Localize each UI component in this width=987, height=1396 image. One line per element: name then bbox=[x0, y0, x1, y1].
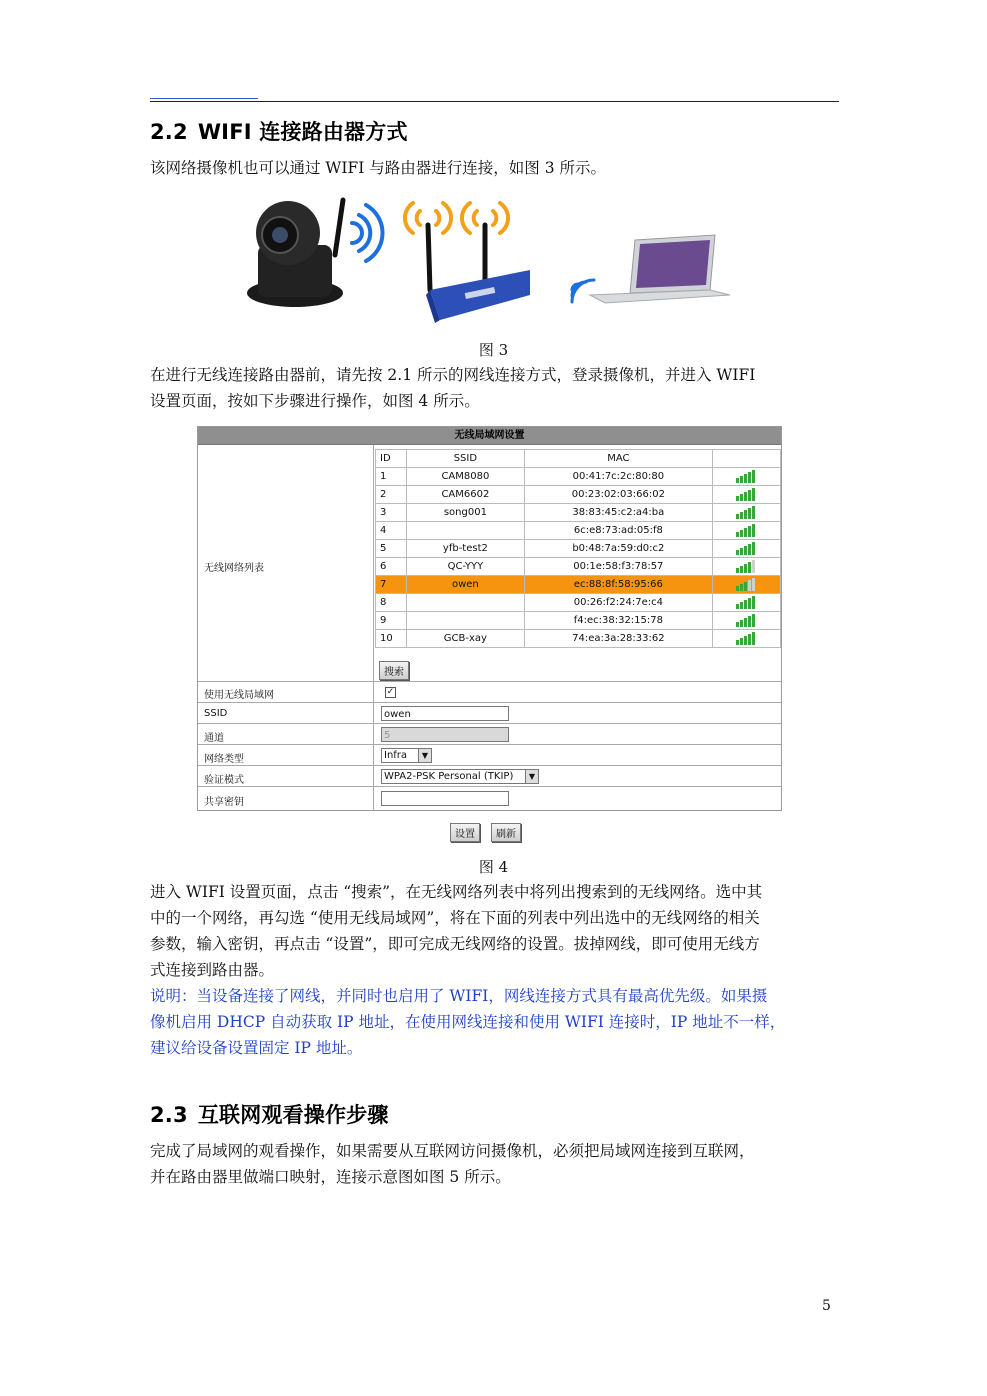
signal-bar bbox=[752, 524, 755, 537]
network-id-cell: 2 bbox=[376, 486, 407, 504]
network-id-cell: 8 bbox=[376, 594, 407, 612]
laptop-icon bbox=[590, 235, 730, 303]
network-id-cell: 7 bbox=[376, 576, 407, 594]
section-2-3-line-2: 并在路由器里做端口映射，连接示意图如图 5 所示。 bbox=[150, 1168, 511, 1186]
signal-strength-icon bbox=[736, 542, 756, 555]
signal-bar bbox=[744, 510, 747, 519]
signal-strength-icon bbox=[736, 488, 756, 501]
signal-bar bbox=[752, 614, 755, 627]
signal-bar bbox=[752, 506, 755, 519]
network-type-row bbox=[198, 744, 781, 766]
auth-mode-label: 验证模式 bbox=[204, 775, 244, 786]
list-column-divider bbox=[373, 445, 374, 681]
signal-bar bbox=[736, 532, 739, 537]
shared-key-label: 共享密钥 bbox=[204, 797, 244, 808]
network-id-cell: 3 bbox=[376, 504, 407, 522]
section-2-3-line-1: 完成了局域网的观看操作，如果需要从互联网访问摄像机，必须把局域网连接到互联网， bbox=[150, 1142, 755, 1160]
wireless-network-rows bbox=[376, 468, 781, 648]
network-type-select[interactable] bbox=[381, 748, 432, 763]
table-row[interactable] bbox=[376, 612, 781, 630]
signal-bar bbox=[748, 616, 751, 627]
table-row[interactable] bbox=[376, 540, 781, 558]
signal-strength-icon bbox=[736, 614, 756, 627]
signal-bar bbox=[736, 478, 739, 483]
signal-bar bbox=[740, 494, 743, 501]
steps-line-2: 设置页面，按如下步骤进行操作，如图 4 所示。 bbox=[150, 392, 480, 410]
signal-cell bbox=[712, 504, 780, 522]
signal-bar bbox=[744, 618, 747, 627]
table-row[interactable] bbox=[376, 486, 781, 504]
signal-bar bbox=[744, 474, 747, 483]
signal-strength-icon bbox=[736, 578, 756, 591]
signal-bar bbox=[744, 564, 747, 573]
page-number: 5 bbox=[822, 1298, 831, 1314]
channel-label: 通道 bbox=[204, 733, 224, 744]
signal-bar bbox=[748, 580, 751, 591]
use-wlan-checkbox[interactable]: ✓ bbox=[386, 687, 395, 697]
signal-bar bbox=[740, 584, 743, 591]
signal-cell bbox=[712, 540, 780, 558]
signal-cell bbox=[712, 558, 780, 576]
camera-wifi-icon bbox=[352, 205, 383, 261]
signal-bar bbox=[748, 562, 751, 573]
network-ssid-cell bbox=[406, 612, 524, 630]
network-ssid-cell: song001 bbox=[406, 504, 524, 522]
chevron-down-icon[interactable]: ▼ bbox=[418, 749, 431, 762]
body-line-3: 参数，输入密钥，再点击 “设置”，即可完成无线网络的设置。拔掉网线，即可使用无线方 bbox=[150, 935, 760, 953]
signal-bar bbox=[736, 604, 739, 609]
network-mac-cell: 00:23:02:03:66:02 bbox=[524, 486, 712, 504]
network-ssid-cell bbox=[406, 522, 524, 540]
note-line-3: 建议给设备设置固定 IP 地址。 bbox=[150, 1039, 363, 1057]
signal-bar bbox=[744, 636, 747, 645]
network-mac-cell: 6c:e8:73:ad:05:f8 bbox=[524, 522, 712, 540]
network-mac-cell: 00:41:7c:2c:80:80 bbox=[524, 468, 712, 486]
body-line-4: 式连接到路由器。 bbox=[150, 961, 275, 979]
shared-key-row bbox=[198, 786, 781, 811]
ssid-row bbox=[198, 702, 781, 724]
network-ssid-cell bbox=[406, 594, 524, 612]
set-button[interactable]: 设置 bbox=[450, 823, 480, 842]
wireless-list-label: 无线网络列表 bbox=[204, 563, 264, 574]
signal-bar bbox=[736, 586, 739, 591]
refresh-button[interactable]: 刷新 bbox=[491, 823, 521, 842]
table-row[interactable] bbox=[376, 576, 781, 594]
use-wlan-row bbox=[198, 681, 781, 703]
router-icon bbox=[426, 225, 530, 323]
auth-mode-row bbox=[198, 765, 781, 787]
table-row[interactable] bbox=[376, 468, 781, 486]
panel-title: 无线局域网设置 bbox=[198, 427, 781, 445]
table-header-row bbox=[376, 450, 781, 468]
signal-bar bbox=[744, 546, 747, 555]
signal-bar bbox=[736, 640, 739, 645]
signal-bar bbox=[752, 578, 755, 591]
section-number: 2.3 bbox=[150, 1103, 188, 1127]
section-number: 2.2 bbox=[150, 120, 188, 144]
network-mac-cell: 38:83:45:c2:a4:ba bbox=[524, 504, 712, 522]
network-type-value: Infra bbox=[384, 750, 408, 761]
signal-strength-icon bbox=[736, 506, 756, 519]
signal-bar bbox=[740, 602, 743, 609]
use-wlan-cell bbox=[373, 682, 782, 703]
network-id-cell: 9 bbox=[376, 612, 407, 630]
search-button[interactable]: 搜索 bbox=[379, 661, 409, 680]
table-row[interactable] bbox=[376, 522, 781, 540]
network-ssid-cell: yfb-test2 bbox=[406, 540, 524, 558]
signal-bar bbox=[752, 632, 755, 645]
network-mac-cell: 00:26:f2:24:7e:c4 bbox=[524, 594, 712, 612]
network-id-cell: 1 bbox=[376, 468, 407, 486]
ssid-label: SSID bbox=[204, 708, 228, 719]
router-wifi-icon bbox=[405, 203, 508, 233]
shared-key-input[interactable] bbox=[381, 791, 509, 806]
header-rule bbox=[150, 101, 839, 102]
network-ssid-cell: CAM8080 bbox=[406, 468, 524, 486]
signal-bar bbox=[740, 530, 743, 537]
signal-strength-icon bbox=[736, 560, 756, 573]
auth-mode-select[interactable] bbox=[381, 769, 539, 784]
signal-bar bbox=[736, 550, 739, 555]
signal-cell bbox=[712, 594, 780, 612]
figure3-caption: 图 3 bbox=[478, 341, 509, 359]
signal-strength-icon bbox=[736, 596, 756, 609]
network-ssid-cell: GCB-xay bbox=[406, 630, 524, 648]
signal-bar bbox=[736, 496, 739, 501]
network-mac-cell: 00:1e:58:f3:78:57 bbox=[524, 558, 712, 576]
signal-bar bbox=[740, 512, 743, 519]
signal-bar bbox=[752, 488, 755, 501]
steps-line-1: 在进行无线连接路由器前，请先按 2.1 所示的网线连接方式，登录摄像机，并进入 WIFI bbox=[150, 366, 756, 384]
signal-bar bbox=[748, 544, 751, 555]
network-id-cell: 10 bbox=[376, 630, 407, 648]
ssid-input[interactable]: owen bbox=[381, 706, 509, 721]
signal-bar bbox=[736, 568, 739, 573]
section-heading-2-3 bbox=[150, 1099, 389, 1129]
signal-bar bbox=[748, 634, 751, 645]
channel-input[interactable]: 5 bbox=[381, 727, 509, 742]
network-id-cell: 5 bbox=[376, 540, 407, 558]
body-line-1: 进入 WIFI 设置页面，点击 “搜索”，在无线网络列表中将列出搜索到的无线网络。选中其 bbox=[150, 883, 763, 901]
network-ssid-cell: owen bbox=[406, 576, 524, 594]
form-buttons bbox=[450, 822, 532, 842]
signal-bar bbox=[748, 598, 751, 609]
signal-cell bbox=[712, 576, 780, 594]
chevron-down-icon[interactable]: ▼ bbox=[525, 770, 538, 783]
signal-bar bbox=[752, 560, 755, 573]
signal-bar bbox=[740, 620, 743, 627]
signal-bar bbox=[748, 472, 751, 483]
signal-cell bbox=[712, 630, 780, 648]
network-type-cell bbox=[373, 745, 782, 766]
table-row[interactable] bbox=[376, 630, 781, 648]
figure3-illustration bbox=[240, 195, 740, 325]
column-header-mac: MAC bbox=[524, 450, 712, 468]
note-line-2: 像机启用 DHCP 自动获取 IP 地址，在使用网线连接和使用 WIFI 连接时，IP 地址不一样， bbox=[150, 1013, 786, 1031]
section-title: WIFI 连接路由器方式 bbox=[197, 120, 408, 144]
signal-strength-icon bbox=[736, 524, 756, 537]
signal-bar bbox=[740, 566, 743, 573]
signal-bar bbox=[748, 526, 751, 537]
network-type-label: 网络类型 bbox=[204, 754, 244, 765]
signal-bar bbox=[740, 548, 743, 555]
signal-bar bbox=[748, 490, 751, 501]
wireless-network-table bbox=[375, 449, 781, 648]
channel-row bbox=[198, 723, 781, 745]
signal-bar bbox=[744, 492, 747, 501]
signal-bar bbox=[744, 600, 747, 609]
wifi-settings-panel bbox=[197, 426, 782, 811]
network-ssid-cell: CAM6602 bbox=[406, 486, 524, 504]
use-wlan-label: 使用无线局域网 bbox=[204, 690, 274, 701]
section-title: 互联网观看操作步骤 bbox=[197, 1103, 389, 1127]
table-row[interactable] bbox=[376, 558, 781, 576]
network-mac-cell: f4:ec:38:32:15:78 bbox=[524, 612, 712, 630]
laptop-wifi-icon bbox=[572, 280, 594, 302]
section-heading-2-2 bbox=[150, 116, 408, 146]
network-mac-cell: 74:ea:3a:28:33:62 bbox=[524, 630, 712, 648]
signal-cell bbox=[712, 612, 780, 630]
table-row[interactable] bbox=[376, 594, 781, 612]
signal-strength-icon bbox=[736, 632, 756, 645]
signal-cell bbox=[712, 486, 780, 504]
signal-bar bbox=[752, 542, 755, 555]
signal-bar bbox=[752, 470, 755, 483]
intro-paragraph: 该网络摄像机也可以通过 WIFI 与路由器进行连接，如图 3 所示。 bbox=[150, 159, 607, 177]
table-row[interactable] bbox=[376, 504, 781, 522]
network-mac-cell: ec:88:8f:58:95:66 bbox=[524, 576, 712, 594]
signal-bar bbox=[736, 514, 739, 519]
figure4-caption: 图 4 bbox=[478, 858, 509, 876]
signal-cell bbox=[712, 522, 780, 540]
column-header-id: ID bbox=[376, 450, 407, 468]
column-header-ssid: SSID bbox=[406, 450, 524, 468]
header-link-underline bbox=[150, 92, 258, 99]
signal-strength-icon bbox=[736, 470, 756, 483]
network-id-cell: 6 bbox=[376, 558, 407, 576]
body-line-2: 中的一个网络，再勾选 “使用无线局域网”，将在下面的列表中列出选中的无线网络的相关 bbox=[150, 909, 760, 927]
signal-bar bbox=[744, 528, 747, 537]
column-header-signal bbox=[712, 450, 780, 468]
signal-bar bbox=[748, 508, 751, 519]
network-id-cell: 4 bbox=[376, 522, 407, 540]
camera-icon bbox=[247, 200, 343, 307]
signal-bar bbox=[736, 622, 739, 627]
auth-mode-value: WPA2-PSK Personal (TKIP) bbox=[384, 771, 514, 782]
network-ssid-cell: QC-YYY bbox=[406, 558, 524, 576]
signal-bar bbox=[744, 582, 747, 591]
note-line-1: 说明：当设备连接了网线，并同时也启用了 WIFI，网线连接方式具有最高优先级。如果摄 bbox=[150, 987, 768, 1005]
signal-bar bbox=[740, 638, 743, 645]
signal-bar bbox=[752, 596, 755, 609]
signal-bar bbox=[740, 476, 743, 483]
network-mac-cell: b0:48:7a:59:d0:c2 bbox=[524, 540, 712, 558]
signal-cell bbox=[712, 468, 780, 486]
